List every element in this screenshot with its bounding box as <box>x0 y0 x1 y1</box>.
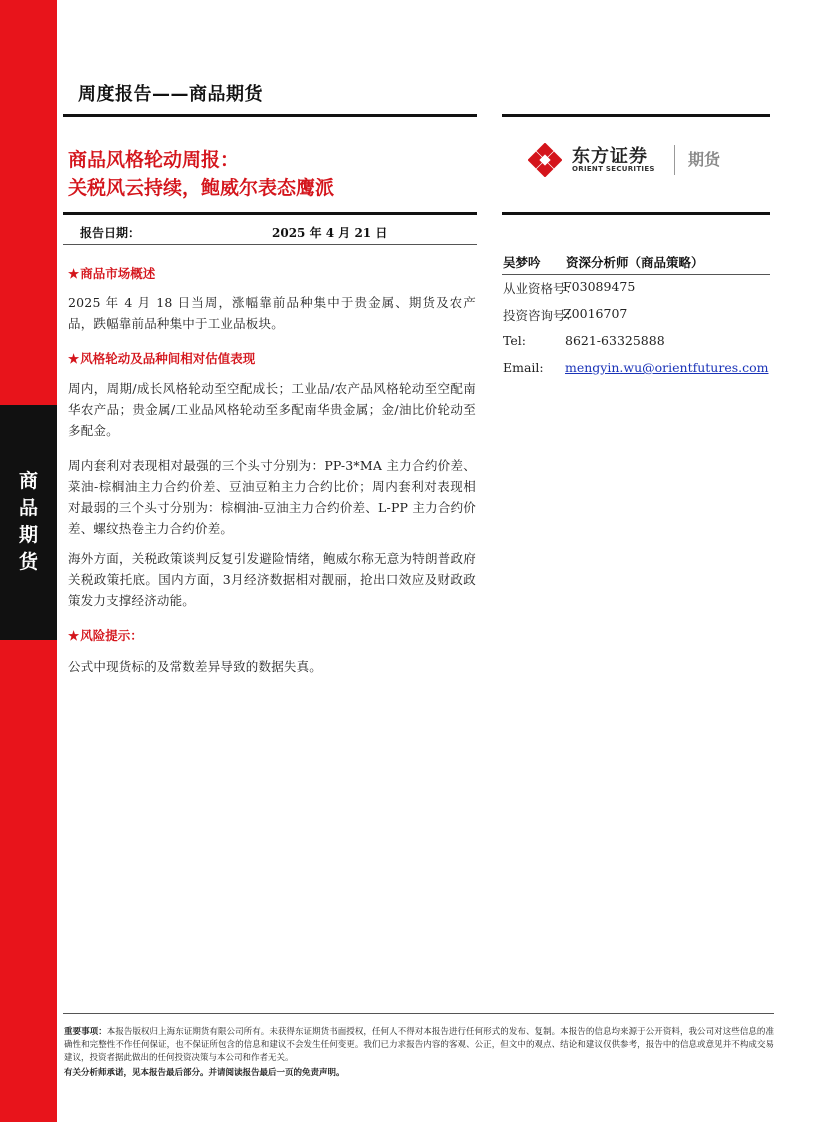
report-title <box>68 146 334 202</box>
consult-label: 投资咨询号： <box>503 308 579 323</box>
disclaimer-body: 本报告版权归上海东证期货有限公司所有。未获得东证期货书面授权，任何人不得对本报告进行任何形式的发布、复制。本报告的信息均来源于公开资料，我公司对这些信息的准确性和完整性不作任何保证，也不保证所包含的信息和建议不会发生任何变更。我们已力求报告内容的客观、公正，但文中的观点、结论和建议仅供参考，报告中的信息或意见并不构成交易建议，投资者据此做出的任何投资决策与本公司和作者无关。 <box>64 1027 774 1063</box>
sidebar-tab-char: 商 <box>18 470 38 492</box>
analyst-rule <box>502 274 770 275</box>
header-rule-right <box>502 114 770 117</box>
consult-value: Z0016707 <box>563 306 628 321</box>
report-title-line1: 商品风格轮动周报： <box>68 149 240 171</box>
tel-value: 8621-63325888 <box>565 333 665 348</box>
disclaimer-lead: 重要事项： <box>64 1027 107 1037</box>
section-heading-market-overview: ★商品市场概述 <box>68 266 156 281</box>
report-type-heading: 周度报告——商品期货 <box>78 84 263 105</box>
logo-futures-label: 期货 <box>688 150 721 169</box>
logo-name-cn: 东方证券 <box>572 146 648 167</box>
analyst-name: 吴梦吟 <box>503 255 541 270</box>
header-rule-left <box>63 114 477 117</box>
analyst-rule-top <box>502 212 770 215</box>
email-link[interactable]: mengyin.wu@orientfutures.com <box>565 360 769 375</box>
disclaimer-rule <box>63 1013 774 1014</box>
paragraph: 周内，周期/成长风格轮动至空配成长；工业品/农产品风格轮动至空配南华农产品；贵金属/工业品风格轮动至多配南华贵金属；金/油比价轮动至多配金。 <box>68 381 476 438</box>
disclaimer-footer: 有关分析师承诺，见本报告最后部分。并请阅读报告最后一页的免责声明。 <box>64 1068 345 1078</box>
star-icon: ★ <box>68 628 80 643</box>
qualification-value: F03089475 <box>563 279 636 294</box>
email-label: Email: <box>503 360 544 375</box>
logo-divider <box>674 145 675 175</box>
paragraph: 公式中现货标的及常数差异导致的数据失真。 <box>68 659 323 674</box>
orient-logo-icon <box>528 143 562 177</box>
star-icon: ★ <box>68 351 80 366</box>
disclaimer-text <box>64 1026 774 1065</box>
report-date-value: 2025 年 4 月 21 日 <box>272 226 388 240</box>
date-rule-top <box>63 212 477 215</box>
section-heading-risk-warning: ★风险提示： <box>68 628 143 643</box>
paragraph: 2025 年 4 月 18 日当周，涨幅靠前品种集中于贵金属、期货及农产品，跌幅靠前品种集中于工业品板块。 <box>68 295 476 331</box>
sidebar-tab-char: 品 <box>18 497 38 519</box>
paragraph: 海外方面，关税政策谈判反复引发避险情绪，鲍威尔称无意为特朗普政府关税政策托底。国内方面，3月经济数据相对靓丽，抢出口效应及财政政策发力支撑经济动能。 <box>68 551 476 608</box>
analyst-title: 资深分析师（商品策略） <box>566 255 704 270</box>
qualification-label: 从业资格号： <box>503 281 579 296</box>
logo-name-en: ORIENT SECURITIES <box>572 165 655 173</box>
star-icon: ★ <box>68 266 80 281</box>
tel-label: Tel: <box>503 333 526 348</box>
report-title-line2: 关税风云持续，鲍威尔表态鹰派 <box>68 177 335 199</box>
sidebar-tab-char: 货 <box>18 551 38 573</box>
section-heading-style-rotation: ★风格轮动及品种间相对估值表现 <box>68 351 256 366</box>
paragraph: 周内套利对表现相对最强的三个头寸分别为：PP-3*MA 主力合约价差、菜油-棕榈油主力合约价差、豆油豆粕主力合约比价；周内套利对表现相对最弱的三个头寸分别为：棕榈油-豆油主力合约价差、L-PP 主力合约价差、螺纹热卷主力合约价差。 <box>68 458 476 536</box>
date-rule-bottom <box>63 244 477 245</box>
sidebar-tab-char: 期 <box>18 524 38 546</box>
report-date-label: 报告日期： <box>80 226 141 240</box>
sidebar-category-label <box>0 468 57 576</box>
